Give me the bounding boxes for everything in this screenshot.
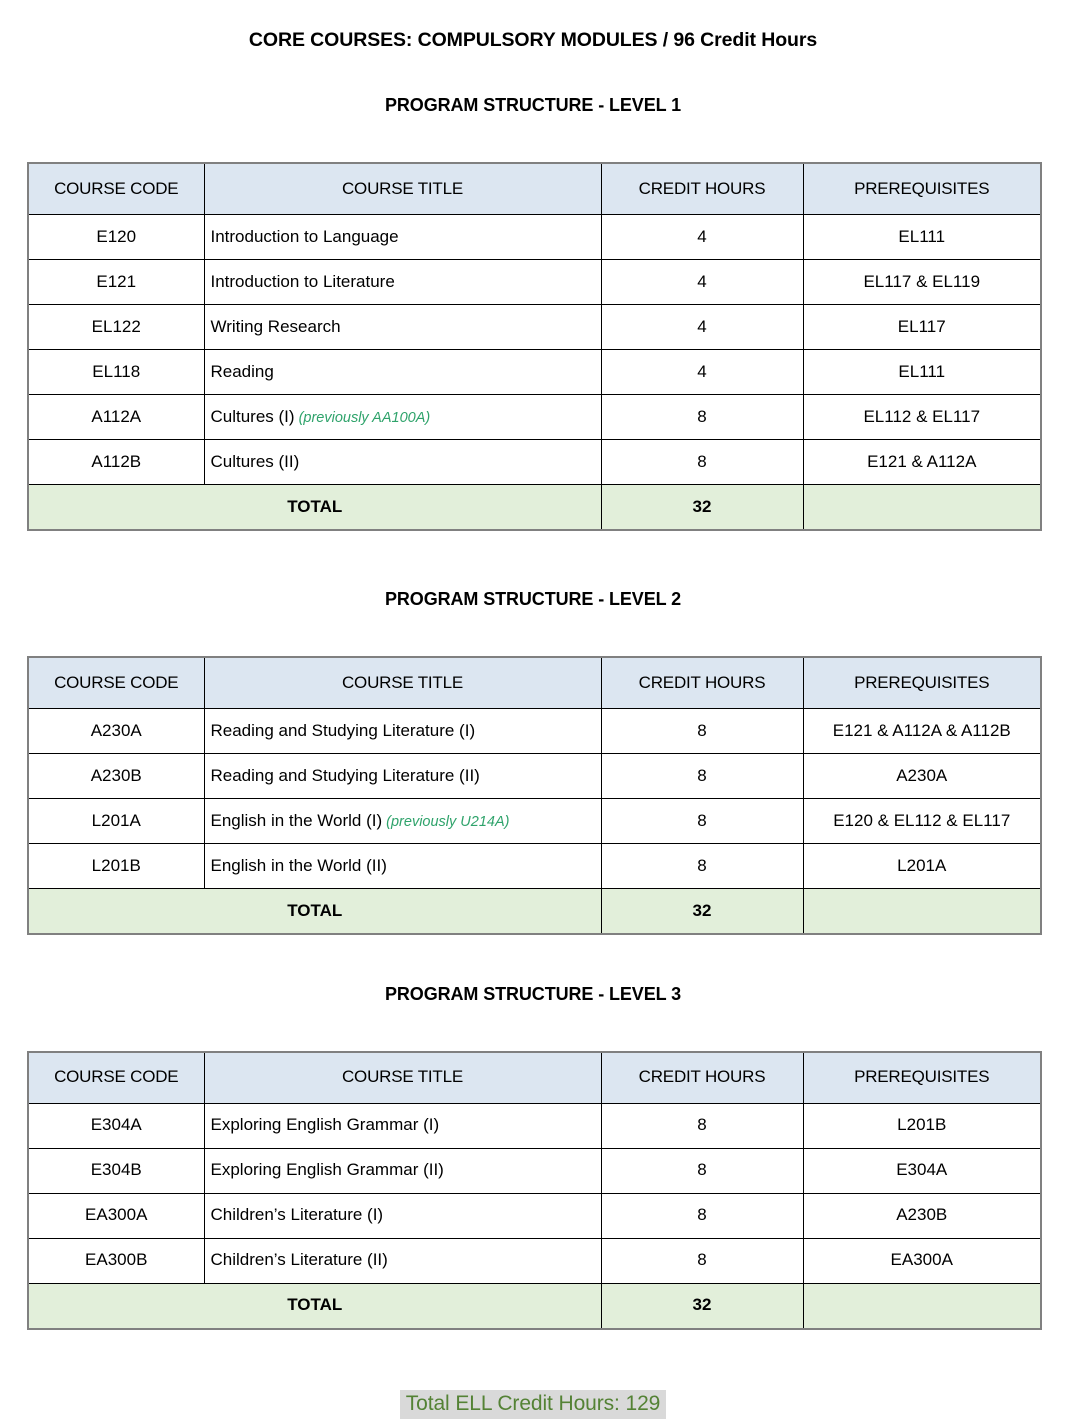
cell-course-title [204,350,601,395]
cell-course-title [204,844,601,889]
cell-course-code: L201A [28,799,204,844]
cell-course-title [204,1193,601,1238]
table-row [28,395,1041,440]
page-title: CORE COURSES: COMPULSORY MODULES / 96 Credit Hours [248,29,818,51]
cell-credit-hours: 8 [601,709,803,754]
table-header-level-3 [28,1052,1041,1104]
total-ell-credit-hours: Total ELL Credit Hours: 129 [400,1390,667,1419]
cell-prerequisites: A230A [803,754,1041,799]
cell-course-code: A112A [28,395,204,440]
cell-course-code: E120 [28,215,204,260]
footer [0,1330,1066,1419]
cell-course-title [204,215,601,260]
cell-course-code: E304B [28,1148,204,1193]
total-credit-hours: 32 [601,889,803,935]
total-label: TOTAL [28,889,601,935]
cell-course-title [204,305,601,350]
cell-prerequisites: E304A [803,1148,1041,1193]
course-title-text: Exploring English Grammar (II) [210,1160,444,1180]
cell-course-title [204,709,601,754]
total-row [28,1283,1041,1329]
course-title-text: Reading and Studying Literature (II) [210,765,480,785]
spacer [0,531,1066,590]
total-row [28,889,1041,935]
column-header-credit-hours: CREDIT HOURS [601,1052,803,1104]
cell-prerequisites: EA300A [803,1238,1041,1283]
program-structure-table-level-3 [27,1051,1042,1330]
course-title-text: Exploring English Grammar (I) [210,1115,440,1135]
table-row [28,440,1041,485]
cell-course-code: A230A [28,709,204,754]
total-row [28,485,1041,531]
cell-prerequisites: EL112 & EL117 [803,395,1041,440]
course-title-text: Children’s Literature (I) [210,1205,384,1225]
cell-credit-hours: 8 [601,1148,803,1193]
course-title-text: English in the World (I) [210,810,383,830]
cell-course-title [204,1148,601,1193]
table-row [28,799,1041,844]
table-body-level-2 [28,709,1041,935]
total-credit-hours: 32 [601,1283,803,1329]
table-row [28,1238,1041,1283]
course-title-text: Introduction to Literature [210,271,395,291]
cell-prerequisites: EL117 & EL119 [803,260,1041,305]
table-row [28,260,1041,305]
course-title-text: Reading [210,361,274,381]
table-header-level-1 [28,163,1041,215]
column-header-credit-hours: CREDIT HOURS [601,657,803,709]
total-credit-hours: 32 [601,485,803,531]
table-row [28,754,1041,799]
cell-prerequisites: L201A [803,844,1041,889]
cell-credit-hours: 8 [601,799,803,844]
cell-course-title [204,799,601,844]
table-row [28,1193,1041,1238]
table-header-level-2 [28,657,1041,709]
total-blank-cell [803,485,1041,531]
cell-credit-hours: 4 [601,260,803,305]
cell-course-title [204,1103,601,1148]
table-wrapper-level-2 [0,656,1066,935]
table-row [28,844,1041,889]
cell-prerequisites: E121 & A112A & A112B [803,709,1041,754]
cell-credit-hours: 8 [601,1103,803,1148]
header-row [28,1052,1041,1104]
table-row [28,215,1041,260]
cell-credit-hours: 8 [601,754,803,799]
table-row [28,1148,1041,1193]
header-row [28,163,1041,215]
course-title-text: English in the World (II) [210,855,387,875]
table-row [28,709,1041,754]
table-row [28,305,1041,350]
cell-course-title [204,754,601,799]
course-title-text: Cultures (II) [210,451,300,471]
total-blank-cell [803,889,1041,935]
cell-credit-hours: 4 [601,215,803,260]
cell-course-code: E121 [28,260,204,305]
spacer [0,1005,1066,1051]
cell-course-title [204,1238,601,1283]
cell-course-title [204,395,601,440]
course-title-text: Children’s Literature (II) [210,1250,388,1270]
program-structure-table-level-1 [27,162,1042,531]
spacer [0,935,1066,985]
cell-course-code: EL122 [28,305,204,350]
course-title-text: Introduction to Language [210,226,399,246]
spacer [0,610,1066,656]
column-header-course-code: COURSE CODE [28,657,204,709]
table-wrapper-level-1 [0,162,1066,531]
cell-course-code: A112B [28,440,204,485]
section-title-level-3: PROGRAM STRUCTURE - LEVEL 3 [385,984,681,1005]
table-row [28,350,1041,395]
table-row [28,1103,1041,1148]
column-header-course-title: COURSE TITLE [204,163,601,215]
cell-course-code: EA300A [28,1193,204,1238]
section-title-level-1: PROGRAM STRUCTURE - LEVEL 1 [385,95,681,116]
column-header-prerequisites: PREREQUISITES [803,657,1041,709]
column-header-credit-hours: CREDIT HOURS [601,163,803,215]
cell-prerequisites: E120 & EL112 & EL117 [803,799,1041,844]
cell-course-code: E304A [28,1103,204,1148]
course-title-text: Cultures (I) [210,406,295,426]
cell-prerequisites: EL111 [803,350,1041,395]
cell-credit-hours: 8 [601,395,803,440]
cell-credit-hours: 8 [601,844,803,889]
table-wrapper-level-3 [0,1051,1066,1330]
course-title-text: Writing Research [210,316,341,336]
total-label: TOTAL [28,1283,601,1329]
cell-credit-hours: 8 [601,1193,803,1238]
cell-course-title [204,440,601,485]
column-header-course-code: COURSE CODE [28,163,204,215]
cell-prerequisites: A230B [803,1193,1041,1238]
column-header-prerequisites: PREREQUISITES [803,1052,1041,1104]
cell-prerequisites: L201B [803,1103,1041,1148]
cell-credit-hours: 8 [601,440,803,485]
table-body-level-1 [28,215,1041,531]
cell-prerequisites: E121 & A112A [803,440,1041,485]
previously-known-as-note: (previously AA100A) [298,409,431,426]
total-blank-cell [803,1283,1041,1329]
cell-course-code: L201B [28,844,204,889]
cell-course-title [204,260,601,305]
total-label: TOTAL [28,485,601,531]
previously-known-as-note: (previously U214A) [386,813,510,830]
column-header-prerequisites: PREREQUISITES [803,163,1041,215]
table-body-level-3 [28,1103,1041,1329]
cell-credit-hours: 8 [601,1238,803,1283]
cell-prerequisites: EL117 [803,305,1041,350]
column-header-course-title: COURSE TITLE [204,657,601,709]
cell-prerequisites: EL111 [803,215,1041,260]
program-structure-table-level-2 [27,656,1042,935]
section-title-level-2: PROGRAM STRUCTURE - LEVEL 2 [385,589,681,610]
cell-credit-hours: 4 [601,350,803,395]
course-title-text: Reading and Studying Literature (I) [210,720,476,740]
cell-credit-hours: 4 [601,305,803,350]
column-header-course-code: COURSE CODE [28,1052,204,1104]
cell-course-code: EA300B [28,1238,204,1283]
header-row [28,657,1041,709]
spacer [0,116,1066,162]
cell-course-code: EL118 [28,350,204,395]
column-header-course-title: COURSE TITLE [204,1052,601,1104]
cell-course-code: A230B [28,754,204,799]
